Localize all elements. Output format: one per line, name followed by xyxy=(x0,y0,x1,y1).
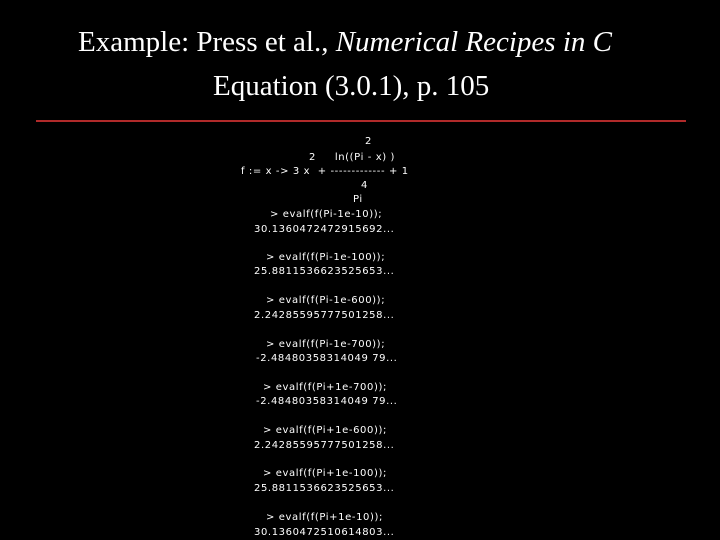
eval-result: 2.24285595777501258... xyxy=(254,310,395,321)
formula-denominator: Pi xyxy=(353,194,363,205)
eval-command: > evalf(f(Pi+1e-600)); xyxy=(263,425,387,436)
formula-denominator-exponent: 4 xyxy=(361,180,368,191)
eval-command: > evalf(f(Pi+1e-100)); xyxy=(263,468,387,479)
slide-title-line-2: Equation (3.0.1), p. 105 xyxy=(213,70,490,102)
eval-result: -2.48480358314049 79... xyxy=(256,353,398,364)
eval-command: > evalf(f(Pi-1e-10)); xyxy=(270,209,383,220)
eval-command: > evalf(f(Pi+1e-700)); xyxy=(263,382,387,393)
eval-result: -2.48480358314049 79... xyxy=(256,396,398,407)
eval-result: 30.1360472472915692... xyxy=(254,224,395,235)
eval-command: > evalf(f(Pi-1e-700)); xyxy=(266,339,386,350)
formula-exponent: 2 xyxy=(365,136,372,147)
slide-title-line-1 xyxy=(0,26,720,59)
title-divider xyxy=(36,120,686,122)
title-prefix: Example: Press et al., xyxy=(78,26,336,58)
eval-result: 2.24285595777501258... xyxy=(254,440,395,451)
eval-command: > evalf(f(Pi+1e-10)); xyxy=(266,512,383,523)
eval-result: 25.8811536623525653... xyxy=(254,483,395,494)
book-title: Numerical Recipes in C xyxy=(335,26,612,58)
eval-result: 25.8811536623525653... xyxy=(254,266,395,277)
formula-numerator: 2 ln((Pi - x) ) xyxy=(309,152,396,163)
formula-main: f := x -> 3 x + ------------- + 1 xyxy=(241,166,409,177)
eval-result: 30.1360472510614803... xyxy=(254,527,395,538)
eval-command: > evalf(f(Pi-1e-600)); xyxy=(266,295,386,306)
eval-command: > evalf(f(Pi-1e-100)); xyxy=(266,252,386,263)
